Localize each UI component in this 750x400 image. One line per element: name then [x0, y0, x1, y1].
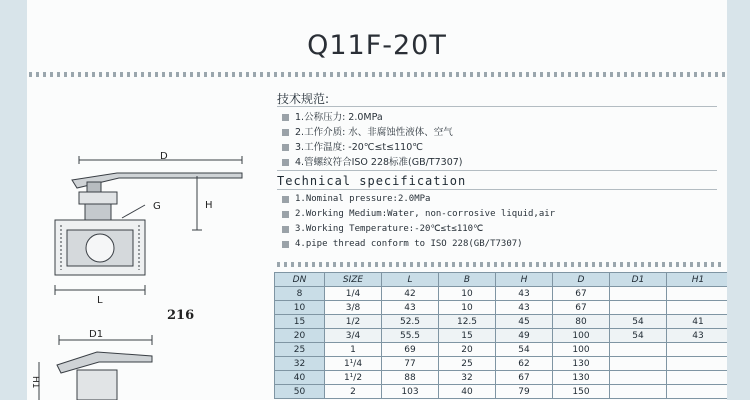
table-cell: 54	[610, 329, 667, 343]
spec-item: 3.Working Temperature:-20℃≤t≤110℃	[277, 222, 717, 237]
valve-drawing	[27, 130, 267, 400]
table-cell	[610, 385, 667, 399]
table-cell: 1/4	[325, 287, 382, 301]
table-cell: 52.5	[382, 315, 439, 329]
table-cell: 43	[667, 329, 728, 343]
table-cell: 69	[382, 343, 439, 357]
table-cell: 67	[553, 301, 610, 315]
bullet-icon	[282, 196, 289, 203]
bullet-icon	[282, 114, 289, 121]
bullet-icon	[282, 144, 289, 151]
bullet-icon	[282, 129, 289, 136]
spec-rule-cn	[277, 106, 717, 107]
bullet-icon	[282, 241, 289, 248]
table-cell: 1/2	[325, 315, 382, 329]
drawing-label-h1: H1	[30, 376, 40, 389]
column-header: D	[553, 273, 610, 287]
spec-item: 2.Working Medium:Water, non-corrosive liquid,air	[277, 207, 717, 222]
table-cell: 55.5	[382, 329, 439, 343]
table-row	[275, 315, 728, 329]
bullet-icon	[282, 226, 289, 233]
table-cell	[610, 357, 667, 371]
table-cell: 20	[439, 343, 496, 357]
table-cell: 150	[553, 385, 610, 399]
table-cell	[667, 287, 728, 301]
table-cell: 130	[553, 357, 610, 371]
table-cell	[667, 371, 728, 385]
table-cell: 10	[439, 301, 496, 315]
drawing-label-h: H	[205, 200, 213, 211]
dotted-divider	[29, 72, 725, 77]
spec-heading-en: Technical specification	[277, 174, 467, 188]
column-header: SIZE	[325, 273, 382, 287]
table-cell: 49	[496, 329, 553, 343]
table-row	[275, 329, 728, 343]
bullet-icon	[282, 159, 289, 166]
table-cell: 15	[275, 315, 325, 329]
table-cell: 103	[382, 385, 439, 399]
table-cell: 67	[496, 371, 553, 385]
column-header: D1	[610, 273, 667, 287]
table-cell: 10	[275, 301, 325, 315]
table-header-row	[275, 273, 728, 287]
dotted-divider	[277, 262, 725, 267]
table-cell: 1¹/4	[325, 357, 382, 371]
table-cell: 43	[496, 287, 553, 301]
table-cell	[667, 357, 728, 371]
table-cell: 10	[439, 287, 496, 301]
table-cell: 2	[325, 385, 382, 399]
table-cell: 3/4	[325, 329, 382, 343]
spec-list-en	[277, 192, 717, 252]
table-cell: 88	[382, 371, 439, 385]
column-header: DN	[275, 273, 325, 287]
table-cell	[610, 301, 667, 315]
table-cell: 54	[496, 343, 553, 357]
spec-item: 1.公称压力: 2.0MPa	[277, 110, 717, 125]
table-row	[275, 385, 728, 399]
table-cell: 45	[496, 315, 553, 329]
table-cell: 25	[439, 357, 496, 371]
table-cell: 1¹/2	[325, 371, 382, 385]
spec-rule-en	[277, 189, 717, 190]
table-cell: 77	[382, 357, 439, 371]
table-cell: 67	[553, 287, 610, 301]
drawing-label-g: G	[153, 201, 161, 212]
table-cell	[610, 343, 667, 357]
table-cell: 40	[439, 385, 496, 399]
table-cell: 32	[439, 371, 496, 385]
table-cell	[667, 385, 728, 399]
spec-item: 4.pipe thread conform to ISO 228(GB/T7307)	[277, 237, 717, 252]
column-header: H	[496, 273, 553, 287]
table-cell: 25	[275, 343, 325, 357]
page-title: Q11F-20T	[307, 30, 447, 61]
table-row	[275, 343, 728, 357]
table-cell: 42	[382, 287, 439, 301]
table-row	[275, 287, 728, 301]
table-cell: 79	[496, 385, 553, 399]
table-cell: 3/8	[325, 301, 382, 315]
catalog-page	[27, 0, 727, 400]
spec-list-cn	[277, 110, 717, 170]
drawing-label-l: L	[97, 295, 103, 306]
table-cell	[667, 343, 728, 357]
table-cell: 50	[275, 385, 325, 399]
table-cell: 8	[275, 287, 325, 301]
spec-item: 4.管螺纹符合ISO 228标准(GB/T7307)	[277, 155, 717, 170]
table-cell: 1	[325, 343, 382, 357]
table-cell: 32	[275, 357, 325, 371]
table-cell: 12.5	[439, 315, 496, 329]
table-cell: 40	[275, 371, 325, 385]
table-row	[275, 357, 728, 371]
table-cell	[667, 301, 728, 315]
table-cell: 20	[275, 329, 325, 343]
table-cell	[610, 287, 667, 301]
table-cell: 130	[553, 371, 610, 385]
model-number-label: 216	[167, 308, 195, 323]
column-header: L	[382, 273, 439, 287]
table-cell: 54	[610, 315, 667, 329]
spec-item: 3.工作温度: -20℃≤t≤110℃	[277, 140, 717, 155]
drawing-label-d1: D1	[89, 329, 104, 340]
spec-item: 1.Nominal pressure:2.0MPa	[277, 192, 717, 207]
drawing-label-d: D	[160, 151, 168, 162]
table-cell: 43	[382, 301, 439, 315]
table-cell: 41	[667, 315, 728, 329]
table-cell: 100	[553, 343, 610, 357]
table-cell: 62	[496, 357, 553, 371]
table-row	[275, 301, 728, 315]
bullet-icon	[282, 211, 289, 218]
table-cell: 15	[439, 329, 496, 343]
spec-heading-cn: 技术规范:	[277, 92, 330, 106]
table-cell: 80	[553, 315, 610, 329]
spec-rule-top-en	[277, 170, 717, 171]
table-cell: 43	[496, 301, 553, 315]
column-header: B	[439, 273, 496, 287]
table-row	[275, 371, 728, 385]
dimension-table	[274, 272, 727, 399]
column-header: H1	[667, 273, 728, 287]
spec-item: 2.工作介质: 水、非腐蚀性液体、空气	[277, 125, 717, 140]
table-cell: 100	[553, 329, 610, 343]
table-cell	[610, 371, 667, 385]
